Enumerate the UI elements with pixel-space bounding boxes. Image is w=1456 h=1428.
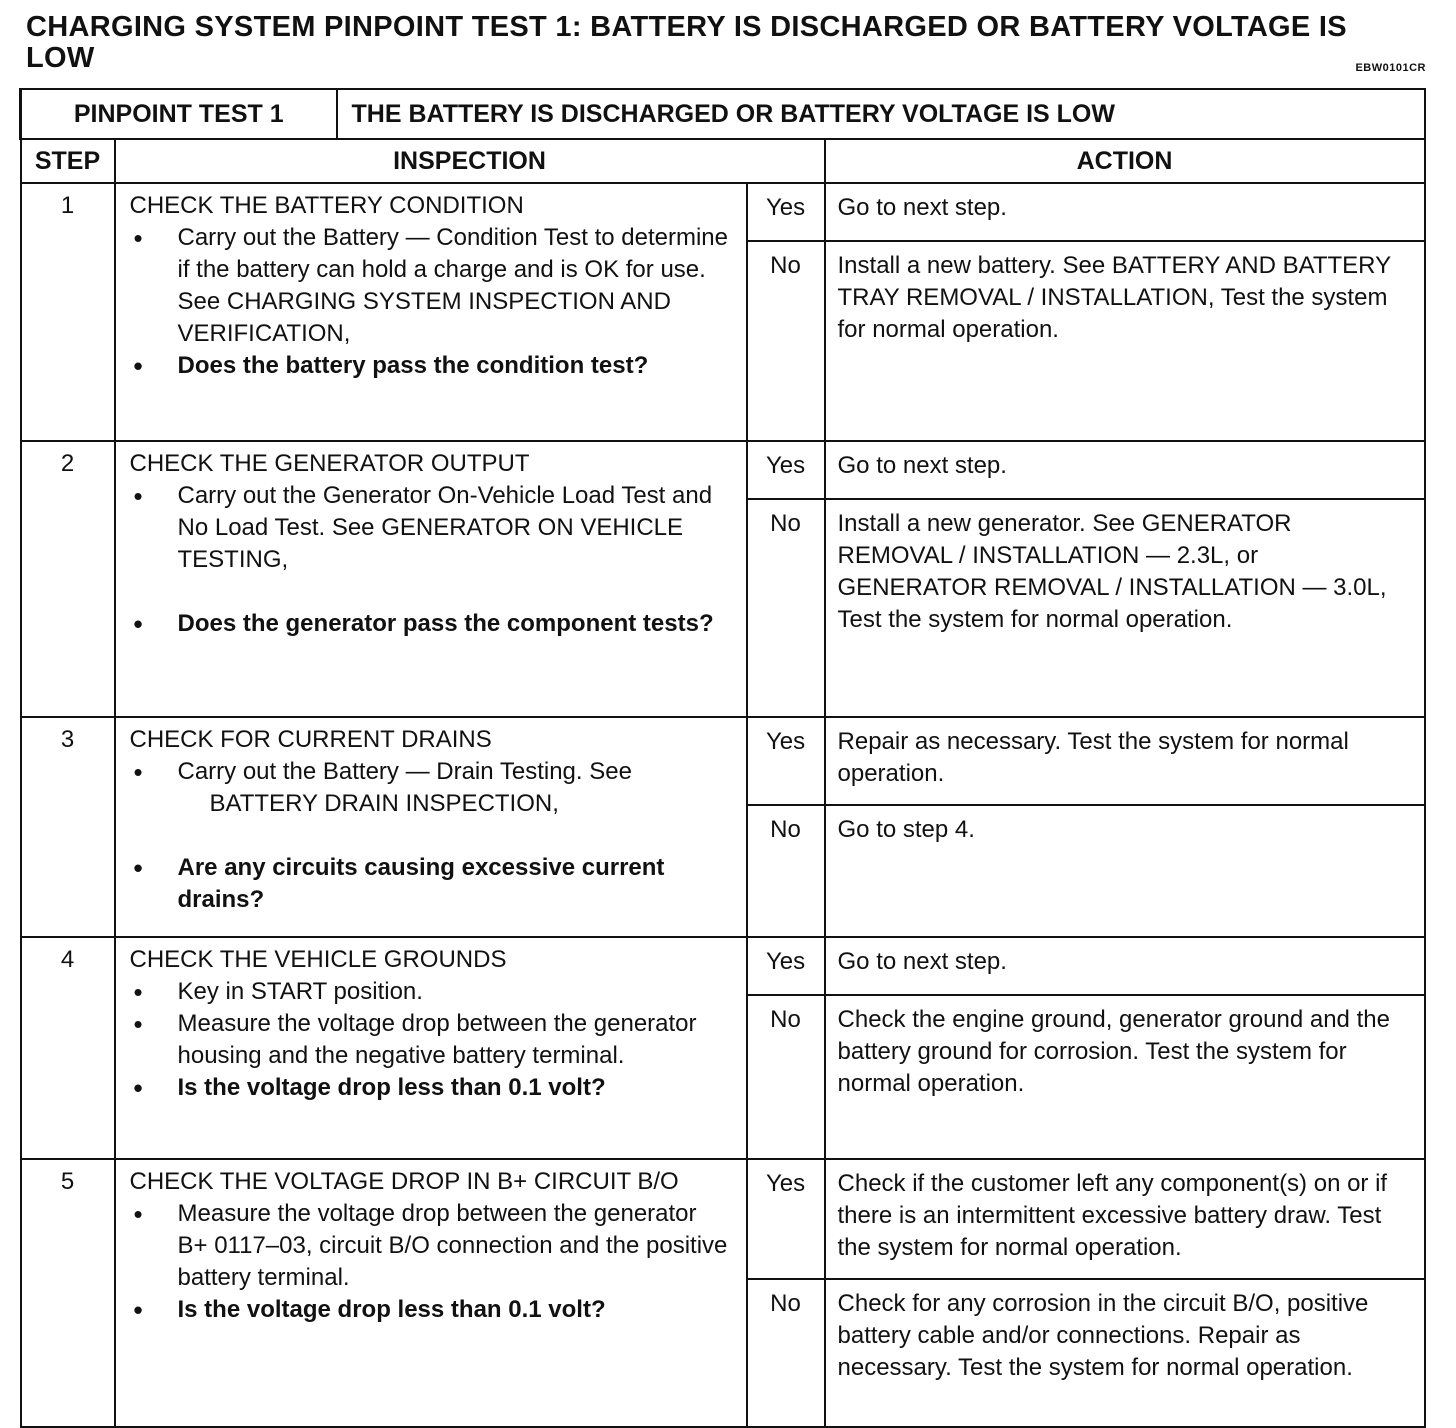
bullet-item: • Key in START position. [130,976,732,1008]
no-action: Install a new battery. See BATTERY AND BATTERY TRAY REMOVAL / INSTALLATION, Test the system for normal operation. [825,241,1425,441]
step-number: 3 [21,717,115,937]
figure-code: EBW0101CR [1355,62,1426,74]
table-row [21,1159,1425,1279]
bullet-item: • Carry out the Battery — Condition Test to determine if the battery can hold a charge and is OK for use. See CHARGING SYSTEM INSPECTION AND VERIFICATION, [130,222,732,350]
page-title: CHARGING SYSTEM PINPOINT TEST 1: BATTERY IS DISCHARGED OR BATTERY VOLTAGE IS LOW [26,11,1347,74]
step-question: • Is the voltage drop less than 0.1 volt? [130,1294,732,1326]
yes-action: Check if the customer left any component(s) on or if there is an intermittent excessive battery draw. Test the system for normal operation. [825,1159,1425,1279]
test-title: THE BATTERY IS DISCHARGED OR BATTERY VOLTAGE IS LOW [337,89,1425,139]
no-label: No [747,805,825,937]
step-number: 4 [21,937,115,1159]
yes-label: Yes [747,717,825,805]
yes-action: Go to next step. [825,441,1425,499]
pinpoint-test-table [19,88,1426,1428]
reference-link: BATTERY DRAIN INSPECTION, [209,790,559,817]
inspection-header: INSPECTION [115,139,825,183]
table-row [21,717,1425,805]
bullet-item: • Carry out the Generator On-Vehicle Load Test and No Load Test. See GENERATOR ON VEHICLE TESTING, [130,480,732,576]
action-header: ACTION [825,139,1425,183]
inspection-cell [115,441,747,717]
step-title: CHECK THE VOLTAGE DROP IN B+ CIRCUIT B/O [129,1168,679,1195]
no-label: No [747,995,825,1159]
step-number: 1 [21,183,115,441]
yes-label: Yes [747,183,825,241]
table-row [21,183,1425,241]
bullet-item: • Carry out the Battery — Drain Testing. See [130,756,732,788]
step-number: 5 [21,1159,115,1427]
no-action: Install a new generator. See GENERATOR REMOVAL / INSTALLATION — 2.3L, or GENERATOR REMOVAL / INSTALLATION — 3.0L, Test the system for normal operation. [825,499,1425,717]
step-title: CHECK THE VEHICLE GROUNDS [129,946,507,973]
table-row [21,937,1425,995]
no-label: No [747,499,825,717]
inspection-cell [115,937,747,1159]
step-question: • Are any circuits causing excessive current drains? [130,852,732,916]
step-title: CHECK THE BATTERY CONDITION [129,192,524,219]
table-row [21,441,1425,499]
bullet-item: • Measure the voltage drop between the generator housing and the negative battery terminal. [130,1008,732,1072]
no-action: Check for any corrosion in the circuit B/O, positive battery cable and/or connections. Repair as necessary. Test the system for normal operation. [825,1279,1425,1427]
inspection-cell [115,717,747,937]
inspection-cell [115,1159,747,1427]
no-action: Check the engine ground, generator ground and the battery ground for corrosion. Test the system for normal operation. [825,995,1425,1159]
yes-label: Yes [747,937,825,995]
step-question: • Is the voltage drop less than 0.1 volt? [130,1072,732,1104]
bullet-item: • Measure the voltage drop between the generator B+ 0117–03, circuit B/O connection and the positive battery terminal. [130,1198,732,1294]
yes-action: Repair as necessary. Test the system for normal operation. [825,717,1425,805]
test-label: PINPOINT TEST 1 [21,89,337,139]
yes-label: Yes [747,441,825,499]
step-title: CHECK THE GENERATOR OUTPUT [129,450,530,477]
step-title: CHECK FOR CURRENT DRAINS [129,726,492,753]
no-label: No [747,1279,825,1427]
step-question: • Does the battery pass the condition test? [130,350,732,382]
step-question: • Does the generator pass the component tests? [130,608,732,640]
no-label: No [747,241,825,441]
no-action: Go to step 4. [825,805,1425,937]
yes-label: Yes [747,1159,825,1279]
table-title-row [21,89,1425,139]
column-header-row [21,139,1425,183]
yes-action: Go to next step. [825,183,1425,241]
step-header: STEP [21,139,115,183]
yes-action: Go to next step. [825,937,1425,995]
inspection-cell [115,183,747,441]
step-number: 2 [21,441,115,717]
